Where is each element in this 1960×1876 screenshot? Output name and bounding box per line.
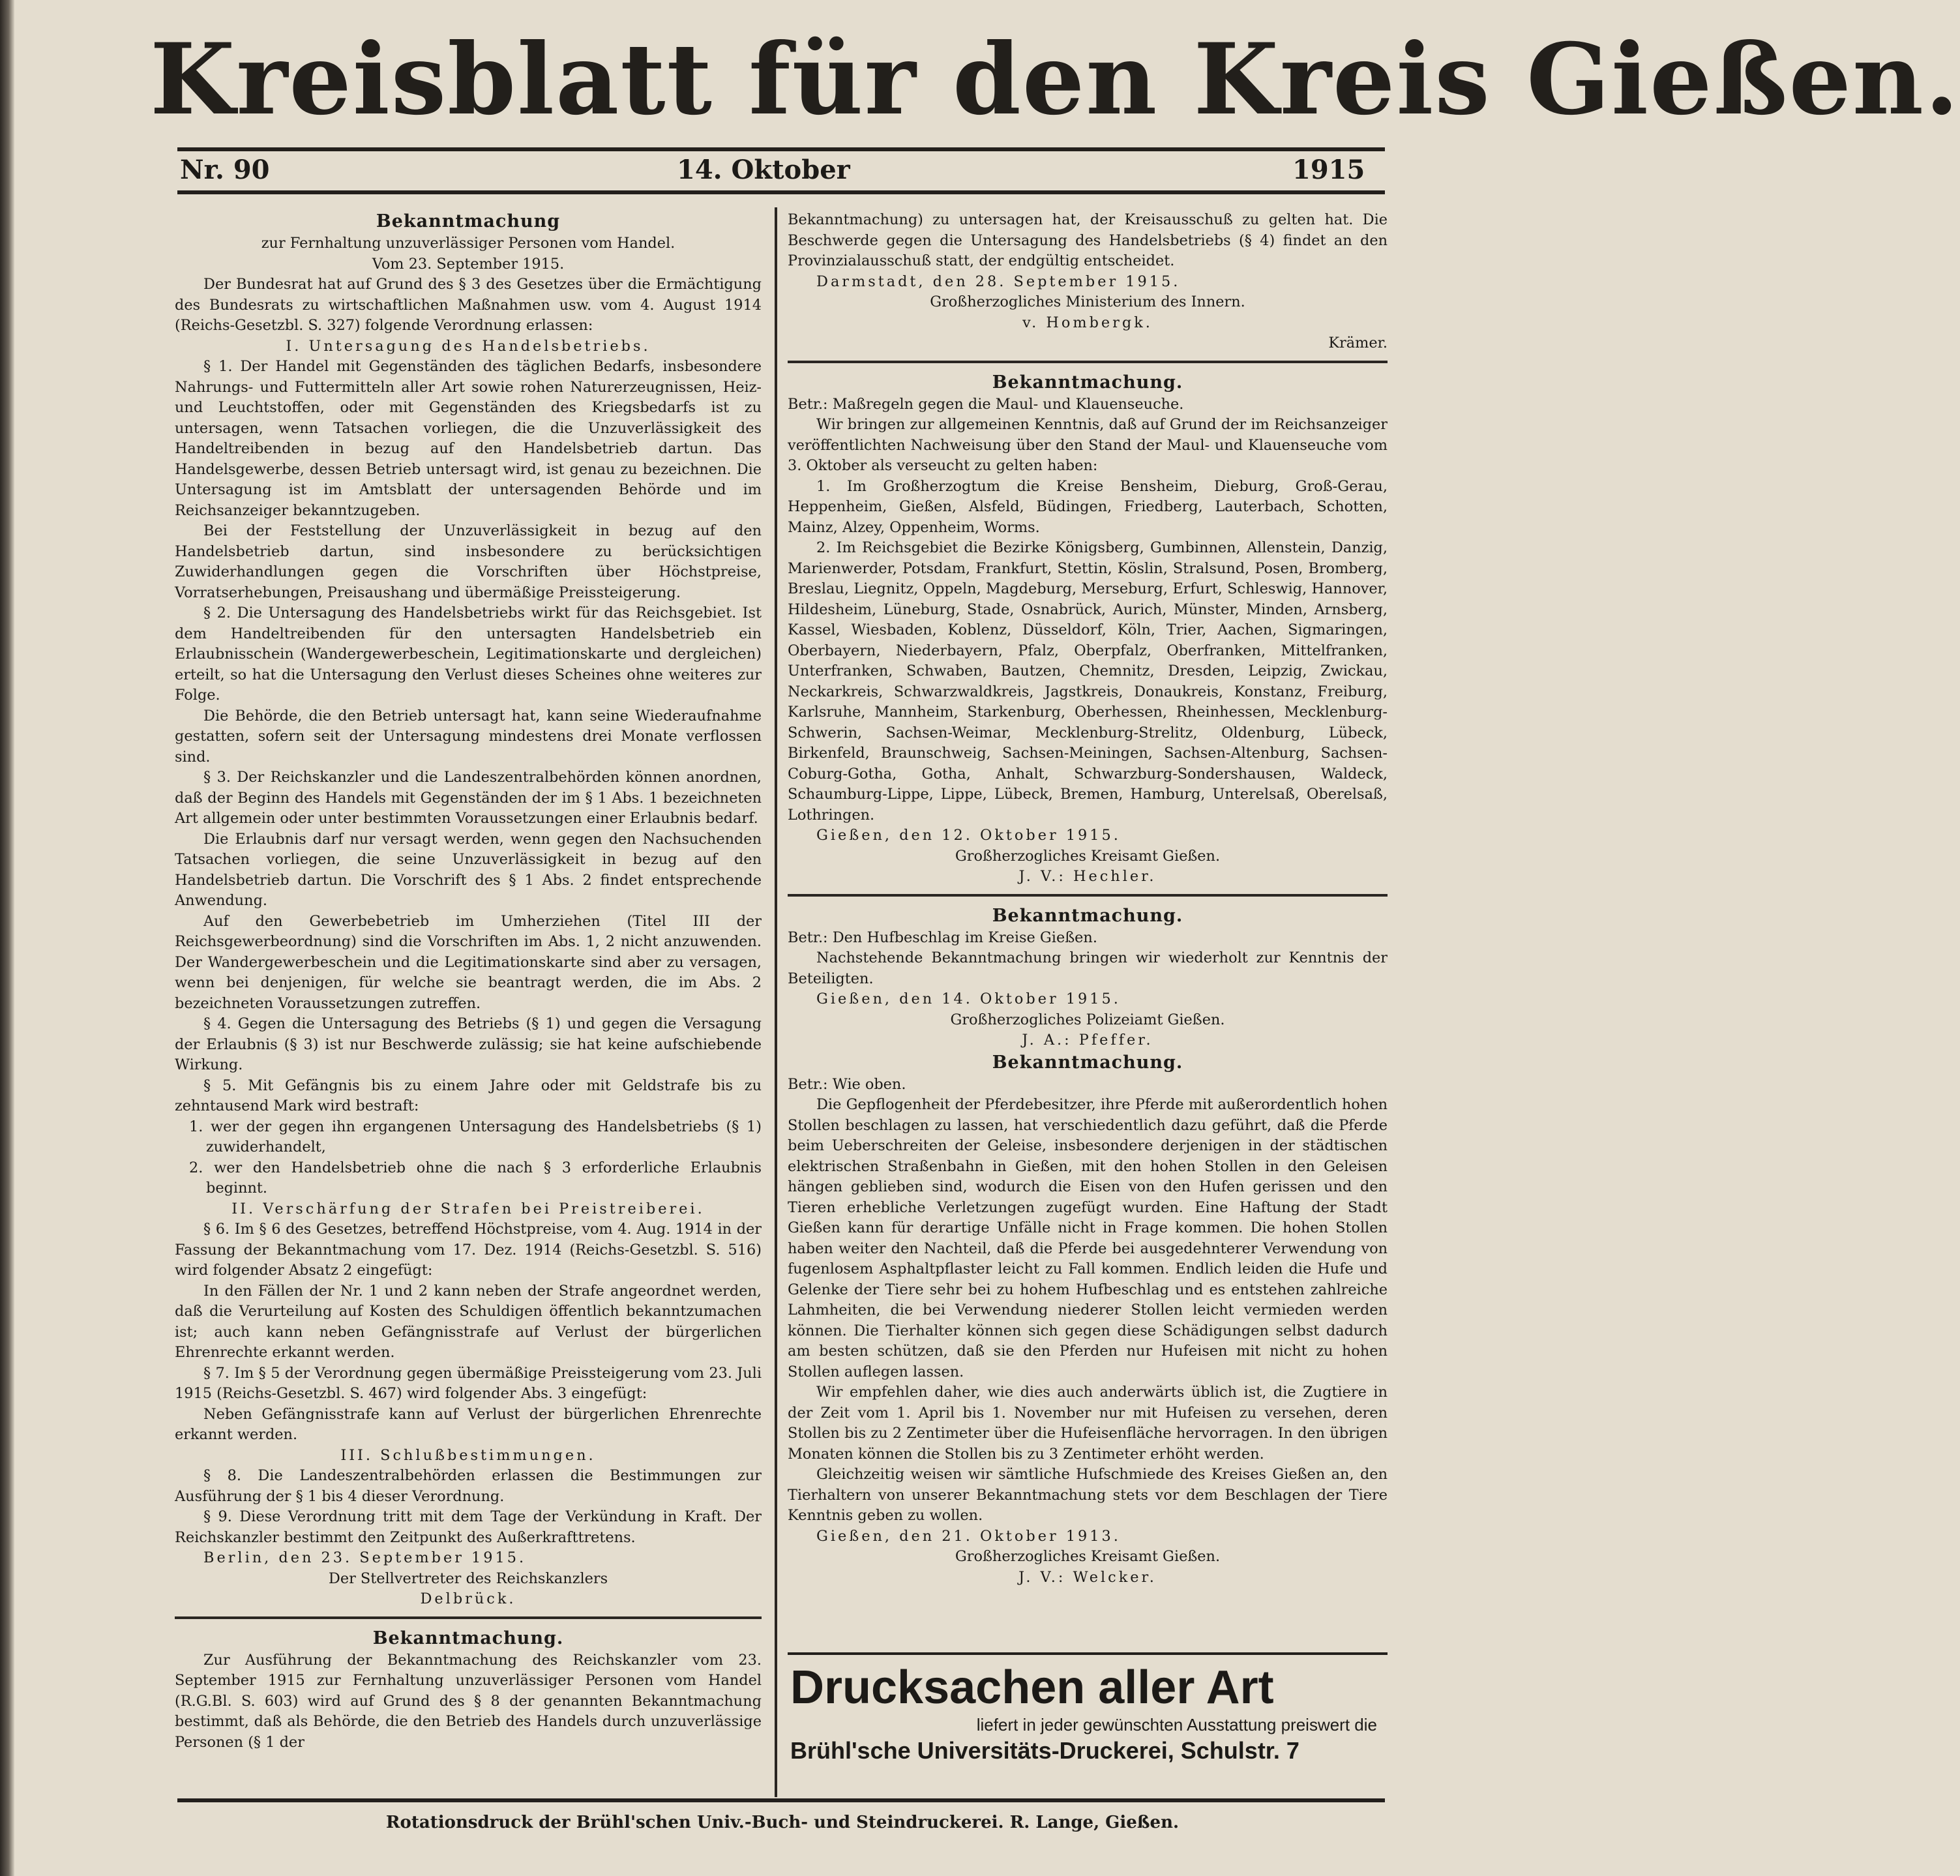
- left-column: [175, 210, 762, 1753]
- paragraph: Zur Ausführung der Bekanntmachung des Reichskanzler vom 23. September 1915 zur Fernhaltung unzuverlässiger Personen vom Handel (R.G.Bl. S. 603) wird auf Grund des § 8 der genannten Bekanntmachung bestimmt, daß als Behörde, die den Betrieb des Handels durch unzuverlässige Personen (§ 1 der: [175, 1651, 762, 1751]
- signature-place: Gießen, den 14. Oktober 1915.: [816, 990, 1121, 1007]
- paragraph: In den Fällen der Nr. 1 und 2 kann neben der Strafe angeordnet werden, daß die Verurteilung auf Kosten des Schuldigen öffentlich bekanntzumachen ist; auch kann neben Gefängnisstrafe auf Verlust der bürgerlichen Ehrenrechte erkannt werden.: [175, 1282, 762, 1361]
- notice-subtitle: zur Fernhaltung unzuverlässiger Personen vom Handel.: [261, 235, 676, 252]
- paragraph: Bei der Feststellung der Unzuverlässigkeit in bezug auf den Handelsbetrieb dartun, sind insbesondere zu berücksichtigen Zuwiderhandlungen gegen die Vorschriften über Höchstpreise, Vorratserhebungen, Preisaushang und übermäßige Preissteigerung.: [175, 522, 762, 601]
- paragraph: Nachstehende Bekanntmachung bringen wir wiederholt zur Kenntnis der Beteiligten.: [788, 949, 1388, 987]
- signature-role: Großherzogliches Kreisamt Gießen.: [955, 1548, 1221, 1565]
- paragraph: Die Behörde, die den Betrieb untersagt hat, kann seine Wiederaufnahme gestatten, sofern seit der Untersagung mindestens drei Monate verflossen sind.: [175, 707, 762, 766]
- subject-line: Betr.: Wie oben.: [788, 1075, 906, 1093]
- notice-heading: Bekanntmachung.: [372, 1628, 564, 1648]
- masthead-rule-top: [177, 147, 1385, 151]
- section-heading: I. Untersagung des Handelsbetriebs.: [286, 337, 651, 355]
- signature-place: Darmstadt, den 28. September 1915.: [816, 273, 1181, 290]
- paragraph: § 5. Mit Gefängnis bis zu einem Jahre oder mit Geldstrafe bis zu zehntausend Mark wird bestraft:: [175, 1077, 762, 1114]
- masthead-title: Kreisblatt für den Kreis Gießen.: [150, 22, 1960, 137]
- notice-divider: [788, 894, 1388, 897]
- paragraph: § 2. Die Untersagung des Handelsbetriebs wirkt für das Reichsgebiet. Ist dem Handeltreibenden für den untersagten Handelsbetrieb ein Erlaubnisschein (Wandergewerbeschein, Legitimationskarte und dergleichen) erteilt, so hat die Untersagung den Verlust dieses Scheines ohne weiteres zur Folge.: [175, 604, 762, 704]
- paragraph: Die Erlaubnis darf nur versagt werden, wenn gegen den Nachsuchenden Tatsachen vorliegen, die seine Unzuverlässigkeit in bezug auf den Handelsbetrieb dartun. Die Vorschrift des § 1 Abs. 2 findet entsprechende Anwendung.: [175, 830, 762, 909]
- printer-imprint: Rotationsdruck der Brühl'schen Univ.-Buch- und Steindruckerei. R. Lange, Gießen.: [385, 1813, 1180, 1832]
- right-column: [788, 210, 1388, 1588]
- signature-role: Großherzogliches Ministerium des Innern.: [930, 293, 1245, 310]
- paragraph: Bekanntmachung) zu untersagen hat, der Kreisausschuß zu gelten hat. Die Beschwerde gegen die Untersagung des Handelsbetriebs (§ 4) findet an den Provinzialausschuß statt, der endgültig entscheidet.: [788, 211, 1388, 269]
- issue-number: Nr. 90: [180, 155, 270, 185]
- paragraph: Gleichzeitig weisen wir sämtliche Hufschmiede des Kreises Gießen an, den Tierhaltern von unserer Bekanntmachung stets vor dem Beschlagen der Tiere Kenntnis geben zu wollen.: [788, 1466, 1388, 1524]
- paragraph: Neben Gefängnisstrafe kann auf Verlust der bürgerlichen Ehrenrechte erkannt werden.: [175, 1405, 762, 1443]
- ad-subline: liefert in jeder gewünschten Ausstattung preiswert die: [976, 1715, 1377, 1735]
- paragraph: 2. Im Reichsgebiet die Bezirke Königsberg, Gumbinnen, Allenstein, Danzig, Marienwerder, Potsdam, Frankfurt, Stettin, Köslin, Stralsund, Posen, Bromberg, Breslau, Liegnitz, Oppeln, Magdeburg, Merseburg, Erfurt, Schleswig, Hannover, Hildesheim, Lüneburg, Stade, Osnabrück, Aurich, Münster, Minden, Arnsberg, Kassel, Wiesbaden, Koblenz, Düsseldorf, Köln, Trier, Aachen, Sigmaringen, Oberbayern, Niederbayern, Pfalz, Oberpfalz, Oberfranken, Mittelfranken, Unterfranken, Schwaben, Bautzen, Chemnitz, Dresden, Leipzig, Zwickau, Neckarkreis, Schwarzwaldkreis, Jagstkreis, Donaukreis, Konstanz, Freiburg, Karlsruhe, Mannheim, Starkenburg, Oberhessen, Rheinhessen, Mecklenburg-Schwerin, Sachsen-Weimar, Mecklenburg-Strelitz, Oldenburg, Lübeck, Birkenfeld, Braunschweig, Sachsen-Meiningen, Sachsen-Altenburg, Sachsen-Coburg-Gotha, Gotha, Anhalt, Schwarzburg-Sondershausen, Waldeck, Schaumburg-Lippe, Lippe, Lübeck, Bremen, Hamburg, Unterelsaß, Oberelsaß, Lothringen.: [788, 539, 1388, 824]
- notice-divider: [788, 361, 1388, 363]
- subject-line: Betr.: Maßregeln gegen die Maul- und Klauenseuche.: [788, 395, 1184, 413]
- section-heading: II. Verschärfung der Strafen bei Preistreiberei.: [231, 1200, 705, 1217]
- notice-heading: Bekanntmachung.: [992, 1052, 1183, 1073]
- paragraph: § 4. Gegen die Untersagung des Betriebs (§ 1) und gegen die Versagung der Erlaubnis (§ 3) ist nur Beschwerde zulässig; sie hat keine aufschiebende Wirkung.: [175, 1015, 762, 1073]
- notice-heading: Bekanntmachung.: [992, 905, 1183, 926]
- list-item: 2. wer den Handelsbetrieb ohne die nach § 3 erforderliche Erlaubnis beginnt.: [189, 1159, 762, 1197]
- signature-place: Gießen, den 12. Oktober 1915.: [816, 827, 1121, 844]
- paragraph: § 1. Der Handel mit Gegenständen des täglichen Bedarfs, insbesondere Nahrungs- und Futtermitteln aller Art sowie rohen Naturerzeugnissen, Heiz- und Leuchtstoffen, oder mit Gegenständen des Kriegsbedarfs ist zu untersagen, wenn Tatsachen vorliegen, die die Unzuverlässigkeit des Handeltreibenden in bezug auf den Handelsbetrieb dartun. Das Handelsgewerbe, dessen Betrieb untersagt wird, ist genau zu bezeichnen. Die Untersagung ist im Amtsblatt der untersagenden Behörde und im Reichsanzeiger bekanntzugeben.: [175, 358, 762, 519]
- notice-heading: Bekanntmachung: [376, 211, 561, 231]
- footer-rule: [177, 1798, 1385, 1802]
- list-item: 1. wer der gegen ihn ergangenen Untersagung des Handelsbetriebs (§ 1) zuwiderhandelt,: [189, 1118, 762, 1155]
- notice-divider: [175, 1616, 762, 1619]
- signature-name: v. Hombergk.: [1022, 314, 1153, 331]
- ad-rule: [788, 1652, 1388, 1655]
- signature-role: Der Stellvertreter des Reichskanzlers: [328, 1570, 608, 1587]
- paragraph: § 3. Der Reichskanzler und die Landeszentralbehörden können anordnen, daß der Beginn des Handels mit Gegenständen der im § 1 Abs. 1 bezeichneten Art allgemein oder unter bestimmten Voraussetzungen einer Erlaubnis bedarf.: [175, 769, 762, 827]
- signature-place: Gießen, den 21. Oktober 1913.: [816, 1527, 1121, 1545]
- paragraph: Wir empfehlen daher, wie dies auch anderwärts üblich ist, die Zugtiere in der Zeit vom 1. April bis 1. November nur mit Hufeisen zu versehen, deren Stollen bis zu 2 Zentimeter über die Hufeisenfläche hervorragen. In den übrigen Monaten können die Stollen bis zu 3 Zentimeter erhöht werden.: [788, 1384, 1388, 1463]
- notice-heading: Bekanntmachung.: [992, 372, 1183, 393]
- signature-role: Großherzogliches Kreisamt Gießen.: [955, 847, 1221, 865]
- paragraph: § 9. Diese Verordnung tritt mit dem Tage der Verkündung in Kraft. Der Reichskanzler bestimmt den Zeitpunkt des Außerkrafttretens.: [175, 1508, 762, 1546]
- paragraph: Die Gepflogenheit der Pferdebesitzer, ihre Pferde mit außerordentlich hohen Stollen beschlagen zu lassen, hat verschiedentlich dazu geführt, daß die Pferde beim Ueberschreiten der Geleise, insbesondere derjenigen in der städtischen elektrischen Straßenbahn in Gießen, mit den hohen Stollen in den Geleisen hängen geblieben sind, wodurch die Eisen von den Hufen gerissen und den Tieren erhebliche Verletzungen zugefügt wurden. Eine Haftung der Stadt Gießen kann für derartige Unfälle nicht in Frage kommen. Die hohen Stollen haben weiter den Nachteil, daß die Pferde bei ausgedehnterer Verwendung von fugenlosem Asphaltpflaster leicht zu Fall kommen. Endlich leiden die Hufe und Gelenke der Tiere sehr bei zu hohem Hufbeschlag und es entstehen zahlreiche Lahmheiten, die bei Verwendung niederer Stollen leicht vermieden werden können. Die Tierhalter können sich gegen diese Schädigungen selbst dadurch am besten schützen, daß sie den Pferden nur Hufeisen mit nicht zu hohen Stollen auflegen lassen.: [788, 1096, 1388, 1380]
- issue-date: 14. Oktober: [677, 155, 850, 185]
- paragraph: § 8. Die Landeszentralbehörden erlassen die Bestimmungen zur Ausführung der § 1 bis 4 dieser Verordnung.: [175, 1467, 762, 1505]
- paragraph: Auf den Gewerbebetrieb im Umherziehen (Titel III der Reichsgewerbeordnung) sind die Vorschriften im Abs. 1, 2 nicht anzuwenden. Der Wandergewerbeschein und die Legitimationskarte sind aber zu versagen, wenn bei denjenigen, für welche sie beantragt werden, die im Abs. 2 bezeichneten Voraussetzungen zutreffen.: [175, 912, 762, 1012]
- signature-name: J. A.: Pfeffer.: [1022, 1032, 1153, 1049]
- print-shop-advertisement: [790, 1661, 1377, 1785]
- ad-company: Brühl'sche Universitäts-Druckerei, Schulstr. 7: [790, 1737, 1299, 1764]
- signature-place: Berlin, den 23. September 1915.: [203, 1549, 527, 1566]
- notice-date: Vom 23. September 1915.: [372, 255, 565, 273]
- issue-line: [177, 155, 1365, 188]
- paragraph: Wir bringen zur allgemeinen Kenntnis, daß auf Grund der im Reichsanzeiger veröffentlichten Nachweisung über den Stand der Maul- und Klauenseuche vom 3. Oktober als verseucht zu gelten haben:: [788, 416, 1388, 474]
- signature-name: Delbrück.: [420, 1590, 516, 1607]
- signature-name: J. V.: Welcker.: [1018, 1568, 1157, 1586]
- signature-name: J. V.: Hechler.: [1018, 868, 1157, 885]
- page-edge: [0, 0, 14, 1876]
- paragraph: § 6. Im § 6 des Gesetzes, betreffend Höchstpreise, vom 4. Aug. 1914 in der Fassung der Bekanntmachung vom 17. Dez. 1914 (Reichs-Gesetzbl. S. 516) wird folgender Absatz 2 eingefügt:: [175, 1221, 762, 1279]
- section-heading: III. Schlußbestimmungen.: [340, 1446, 596, 1464]
- column-divider: [775, 207, 777, 1797]
- ad-headline: Drucksachen aller Art: [790, 1661, 1274, 1714]
- masthead-rule-bottom: [177, 190, 1385, 194]
- signature-extra: Krämer.: [1328, 335, 1388, 351]
- subject-line: Betr.: Den Hufbeschlag im Kreise Gießen.: [788, 929, 1097, 946]
- signature-role: Großherzogliches Polizeiamt Gießen.: [950, 1011, 1225, 1028]
- paragraph: Der Bundesrat hat auf Grund des § 3 des Gesetzes über die Ermächtigung des Bundesrats zu wirtschaftlichen Maßnahmen usw. vom 4. August 1914 (Reichs-Gesetzbl. S. 327) folgende Verordnung erlassen:: [175, 276, 762, 334]
- issue-year: 1915: [1292, 155, 1365, 185]
- paragraph: 1. Im Großherzogtum die Kreise Bensheim, Dieburg, Groß-Gerau, Heppenheim, Gießen, Alsfeld, Büdingen, Friedberg, Lauterbach, Schotten, Mainz, Alzey, Oppenheim, Worms.: [788, 477, 1388, 536]
- paragraph: § 7. Im § 5 der Verordnung gegen übermäßige Preissteigerung vom 23. Juli 1915 (Reichs-Gesetzbl. S. 467) wird folgender Abs. 3 eingefügt:: [175, 1364, 762, 1402]
